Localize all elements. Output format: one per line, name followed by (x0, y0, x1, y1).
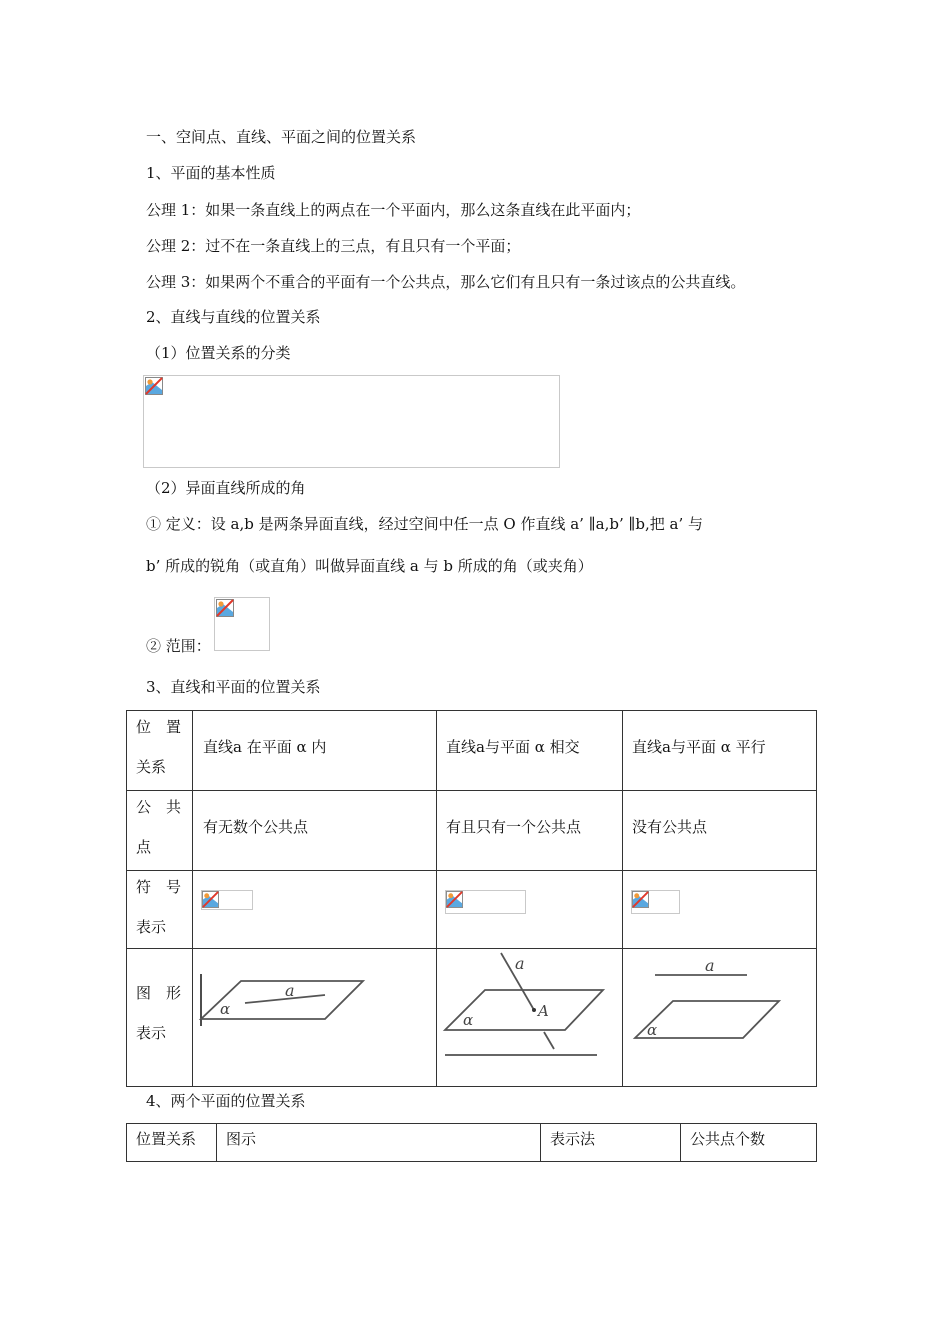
symbol-intersect-image (445, 890, 526, 914)
header-notation-text: 表示法 (550, 1130, 596, 1148)
row-header-bottom: 关系 (136, 758, 167, 776)
row-header-bottom: 点 (136, 838, 152, 856)
figure-intersect (437, 949, 623, 1087)
broken-image-icon (145, 377, 163, 395)
relation-in-plane-text: 直线a 在平面 α 内 (203, 738, 327, 756)
subheading-plane-properties: 1、平面的基本性质 (146, 164, 276, 182)
axiom-3: 公理 3：如果两个不重合的平面有一个公共点，那么它们有且只有一条过该点的公共直线。 (146, 273, 746, 291)
plane-label-alpha: α (647, 1021, 658, 1039)
symbol-parallel-image (631, 890, 680, 914)
common-none-text: 没有公共点 (632, 818, 708, 836)
header-notation (541, 1124, 681, 1162)
broken-image-icon (202, 891, 219, 908)
header-relation-text: 位置关系 (136, 1130, 197, 1148)
row-header-top: 位 置 (136, 718, 182, 736)
row-header-top: 符 号 (136, 878, 182, 896)
header-figure (217, 1124, 541, 1162)
header-figure-text: 图示 (226, 1130, 257, 1148)
plane-plane-table (126, 1123, 817, 1162)
row-header-relation (127, 711, 193, 791)
definition-line-1: ① 定义：设 a,b 是两条异面直线，经过空间中任一点 O 作直线 a’ ∥a,b’ ∥b,把 a’ 与 (146, 515, 704, 533)
common-infinite (193, 791, 437, 871)
item-classification: （1）位置关系的分类 (146, 344, 291, 362)
subheading-plane-plane: 4、两个平面的位置关系 (146, 1092, 306, 1110)
line-label-a: a (705, 956, 715, 975)
plane-label-alpha: α (463, 1011, 474, 1029)
common-one-text: 有且只有一个公共点 (446, 818, 582, 836)
symbol-intersect (437, 871, 623, 949)
subheading-line-line: 2、直线与直线的位置关系 (146, 308, 321, 326)
item-skew-angle: （2）异面直线所成的角 (146, 479, 306, 497)
line-intersect-plane-diagram (437, 949, 623, 1087)
line-plane-table (126, 710, 817, 1087)
symbol-in-plane (193, 871, 437, 949)
row-header-common (127, 791, 193, 871)
range-label: ② 范围： (146, 637, 211, 655)
axiom-1: 公理 1：如果一条直线上的两点在一个平面内，那么这条直线在此平面内； (146, 201, 641, 219)
broken-image-icon (446, 891, 463, 908)
point-label-A: A (538, 1002, 549, 1020)
header-common-count (681, 1124, 817, 1162)
subheading-line-plane: 3、直线和平面的位置关系 (146, 678, 321, 696)
common-one (437, 791, 623, 871)
common-infinite-text: 有无数个公共点 (203, 818, 309, 836)
line-in-plane-diagram (193, 949, 437, 1087)
relation-parallel-text: 直线a与平面 α 平行 (632, 738, 766, 756)
row-header-symbol (127, 871, 193, 949)
broken-image-icon (216, 599, 234, 617)
relation-intersect (437, 711, 623, 791)
header-relation (127, 1124, 217, 1162)
common-none (623, 791, 817, 871)
line-label-a: a (285, 981, 295, 1000)
relation-parallel (623, 711, 817, 791)
figure-in-plane (193, 949, 437, 1087)
row-header-bottom: 表示 (136, 1024, 167, 1042)
section-title: 一、空间点、直线、平面之间的位置关系 (146, 128, 417, 146)
broken-image-icon (632, 891, 649, 908)
row-header-figure (127, 949, 193, 1087)
row-header-top: 图 形 (136, 984, 182, 1002)
range-image (214, 597, 270, 651)
classification-image (143, 375, 560, 468)
relation-in-plane (193, 711, 437, 791)
row-header-bottom: 表示 (136, 918, 167, 936)
row-header-top: 公 共 (136, 798, 182, 816)
symbol-in-plane-image (201, 890, 253, 910)
symbol-parallel (623, 871, 817, 949)
figure-parallel (623, 949, 817, 1087)
line-label-a: a (515, 954, 525, 973)
line-parallel-plane-diagram (623, 949, 817, 1087)
definition-line-2: b’ 所成的锐角（或直角）叫做异面直线 a 与 b 所成的角（或夹角） (146, 557, 593, 575)
header-common-count-text: 公共点个数 (690, 1130, 766, 1148)
relation-intersect-text: 直线a与平面 α 相交 (446, 738, 580, 756)
axiom-2: 公理 2：过不在一条直线上的三点，有且只有一个平面； (146, 237, 521, 255)
plane-label-alpha: α (220, 1000, 231, 1018)
